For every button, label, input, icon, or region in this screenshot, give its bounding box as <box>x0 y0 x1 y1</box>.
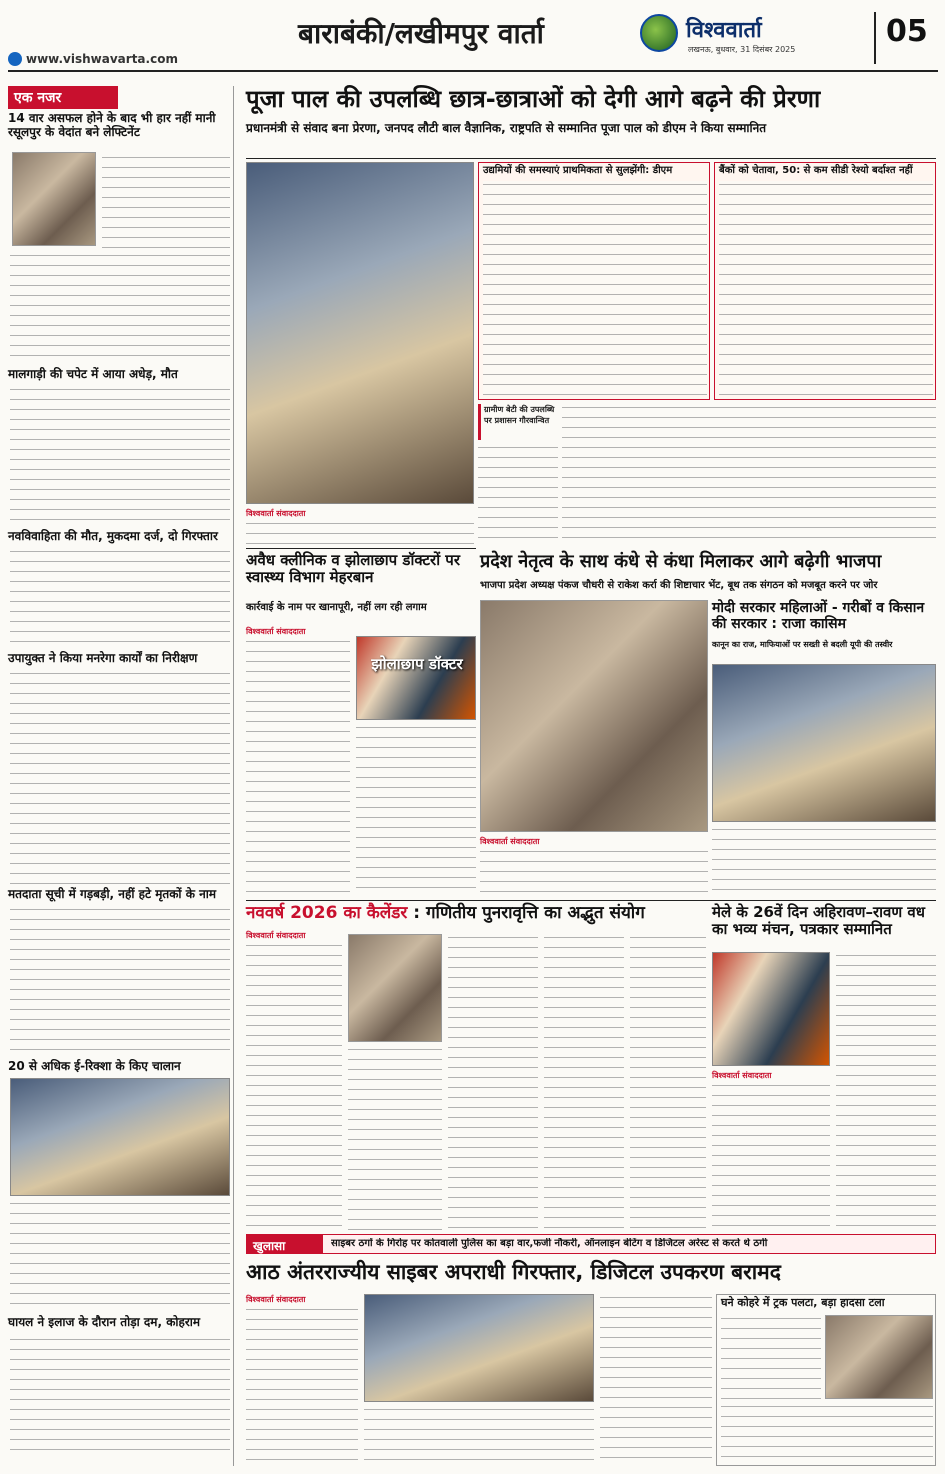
story5-text <box>348 1046 442 1230</box>
story8-text <box>721 1315 821 1399</box>
sidebar-story-text <box>10 670 230 884</box>
story3-byline: विश्ववार्ता संवाददाता <box>480 837 540 846</box>
story7-headline[interactable]: आठ अंतरराज्यीय साइबर अपराधी गिरफ्तार, डिजिटल उपकरण बरामद <box>246 1260 781 1284</box>
story6-text <box>712 1082 830 1230</box>
lead-photo <box>246 162 474 504</box>
sidebar-rickshaw-photo <box>10 1078 230 1196</box>
story2-text <box>246 638 350 896</box>
story5-text <box>246 942 342 1230</box>
story4-headline[interactable]: मोदी सरकार महिलाओं - गरीबों व किसान की सरकार : राजा कासिम <box>712 600 925 633</box>
story7-photo <box>364 1294 594 1402</box>
story7-text <box>246 1306 358 1466</box>
story5-portrait <box>348 934 442 1042</box>
story6-headline[interactable]: मेले के 26वें दिन अहिरावण–रावण वध का भव्य मंचन, पत्रकार सम्मानित <box>712 903 925 939</box>
sidebar-story-headline[interactable]: उपायुक्त ने किया मनरेगा कार्यों का निरीक्षण <box>8 651 198 665</box>
story2-headline[interactable]: अवैध क्लीनिक व झोलाछाप डॉक्टरों पर स्वास्थ्य विभाग मेहरबान <box>246 551 460 587</box>
story3-photo <box>480 600 708 832</box>
sidebar-story-headline[interactable]: 20 से अधिक ई-रिक्शा के किए चालान <box>8 1059 181 1073</box>
lead-story-text <box>478 444 558 544</box>
story4-photo <box>712 664 936 822</box>
lead-subhead: प्रधानमंत्री से संवाद बना प्रेरणा, जनपद लौटी बाल वैज्ञानिक, राष्ट्रपति से सम्मानित पूजा पाल को डीएम ने किया सम्मानित <box>246 121 767 135</box>
page-number: 05 <box>886 14 928 49</box>
story7-text <box>600 1294 712 1466</box>
lead-headline[interactable]: पूजा पाल की उपलब्धि छात्र-छात्राओं को देगी आगे बढ़ने की प्रेरणा <box>246 85 821 113</box>
story3-subhead: भाजपा प्रदेश अध्यक्ष पंकज चौधरी से राकेश कर्रा की शिष्टाचार भेंट, बूथ तक संगठन को मजबूत करने पर जोर <box>480 580 878 591</box>
story5-rule <box>246 900 936 901</box>
lead-story-text <box>246 520 474 546</box>
story5-headline[interactable] <box>246 904 706 924</box>
sidebar-story-headline[interactable]: 14 वार असफल होने के बाद भी हार नहीं मानी रसूलपुर के वेदांत बने लेफ्टिनेंट <box>8 111 216 139</box>
story7-strap: साइबर ठगों के गिरोह पर कोतवाली पुलिस का बड़ा वार,फर्जी नौकरी, ऑनलाइन बेटिंग व डिजिटल अरेस्ट से करते थे ठगी <box>331 1238 768 1249</box>
story5-byline: विश्ववार्ता संवाददाता <box>246 931 306 940</box>
sidebar-story-text <box>10 548 230 648</box>
sidebar-story-text <box>10 252 230 364</box>
sidebar-story-headline[interactable]: मतदाता सूची में गड़बड़ी, नहीं हटे मृतकों के नाम <box>8 887 217 901</box>
story7-text <box>364 1406 594 1466</box>
box-banks-text <box>719 181 933 395</box>
story3-text <box>480 848 708 896</box>
story7-byline: विश्ववार्ता संवाददाता <box>246 1295 306 1304</box>
box-officials-text <box>483 181 707 395</box>
website-logo-icon <box>8 52 22 66</box>
story6-photo <box>712 952 830 1066</box>
sidebar-story-text <box>10 906 230 1056</box>
story7-strap-bar <box>246 1234 936 1254</box>
sidebar-portrait-photo <box>12 152 96 246</box>
story8-photo <box>825 1315 933 1399</box>
story5-text <box>448 934 538 1230</box>
brand-name: विश्ववार्ता <box>686 18 762 43</box>
story8-box <box>716 1294 936 1466</box>
page-section-title: बाराबंकी/लखीमपुर वार्ता <box>298 17 544 50</box>
lead-story-text <box>562 404 936 544</box>
box-banks <box>714 162 936 400</box>
website-url[interactable]: www.vishwavarta.com <box>26 52 178 66</box>
story8-text <box>721 1403 933 1463</box>
story2-byline: विश्ववार्ता संवाददाता <box>246 627 306 636</box>
brand-logo-icon <box>640 14 678 52</box>
sidebar <box>8 86 234 1466</box>
story6-text <box>836 952 936 1230</box>
story2-text <box>356 724 476 896</box>
sidebar-label: एक नजर <box>8 86 118 109</box>
story7-kicker: खुलासा <box>247 1235 323 1253</box>
story4-subhead: कानून का राज, माफियाओं पर सख्ती से बदली यूपी की तस्वीर <box>712 640 893 649</box>
story2-graphic <box>356 636 476 720</box>
box-officials-title: उद्यमियों की समस्याएं प्राथमिकता से सुलझेंगी: डीएम <box>483 165 673 176</box>
sidebar-story-text <box>102 154 230 250</box>
sidebar-story-text <box>10 1200 230 1312</box>
dateline: लखनऊ, बुधवार, 31 दिसंबर 2025 <box>688 45 796 54</box>
lead-byline: विश्ववार्ता संवाददाता <box>246 509 306 518</box>
box-banks-title: बैंकों को चेतावा, 50: से कम सीडी रेश्यो बर्दाश्त नहीं <box>719 165 913 176</box>
pull-quote-text: ग्रामीण बेटी की उपलब्धि पर प्रशासन गौरवान्वित <box>484 405 555 425</box>
story5-headline-a: नववर्ष 2026 का कैलेंडर <box>246 903 408 923</box>
header-rule <box>8 70 938 72</box>
story8-headline[interactable]: घने कोहरे में ट्रक पलटा, बड़ा हादसा टला <box>721 1296 885 1309</box>
story6-byline: विश्ववार्ता संवाददाता <box>712 1071 772 1080</box>
sidebar-story-text <box>10 1336 230 1458</box>
story5-text <box>630 934 706 1230</box>
story5-text <box>544 934 624 1230</box>
story3-headline[interactable]: प्रदेश नेतृत्व के साथ कंधे से कंधा मिलाकर आगे बढ़ेगी भाजपा <box>480 551 882 572</box>
sidebar-story-headline[interactable]: घायल ने इलाज के दौरान तोड़ा दम, कोहराम <box>8 1315 201 1329</box>
story2-graphic-label: झोलाछाप डॉक्टर <box>371 655 463 673</box>
story2-rule <box>246 548 476 549</box>
sidebar-story-headline[interactable]: नवविवाहिता की मौत, मुकदमा दर्ज, दो गिरफ्तार <box>8 529 218 543</box>
story4-text <box>712 826 936 898</box>
story2-subhead: कार्रवाई के नाम पर खानापूरी, नहीं लग रही लगाम <box>246 602 427 613</box>
lead-rule <box>246 158 936 159</box>
story5-headline-b: : गणितीय पुनरावृत्ति का अद्भुत संयोग <box>413 903 645 923</box>
pull-quote <box>478 404 558 440</box>
sidebar-story-text <box>10 386 230 526</box>
header-divider <box>874 12 876 64</box>
sidebar-story-headline[interactable]: मालगाड़ी की चपेट में आया अधेड़, मौत <box>8 367 178 381</box>
box-officials <box>478 162 710 400</box>
